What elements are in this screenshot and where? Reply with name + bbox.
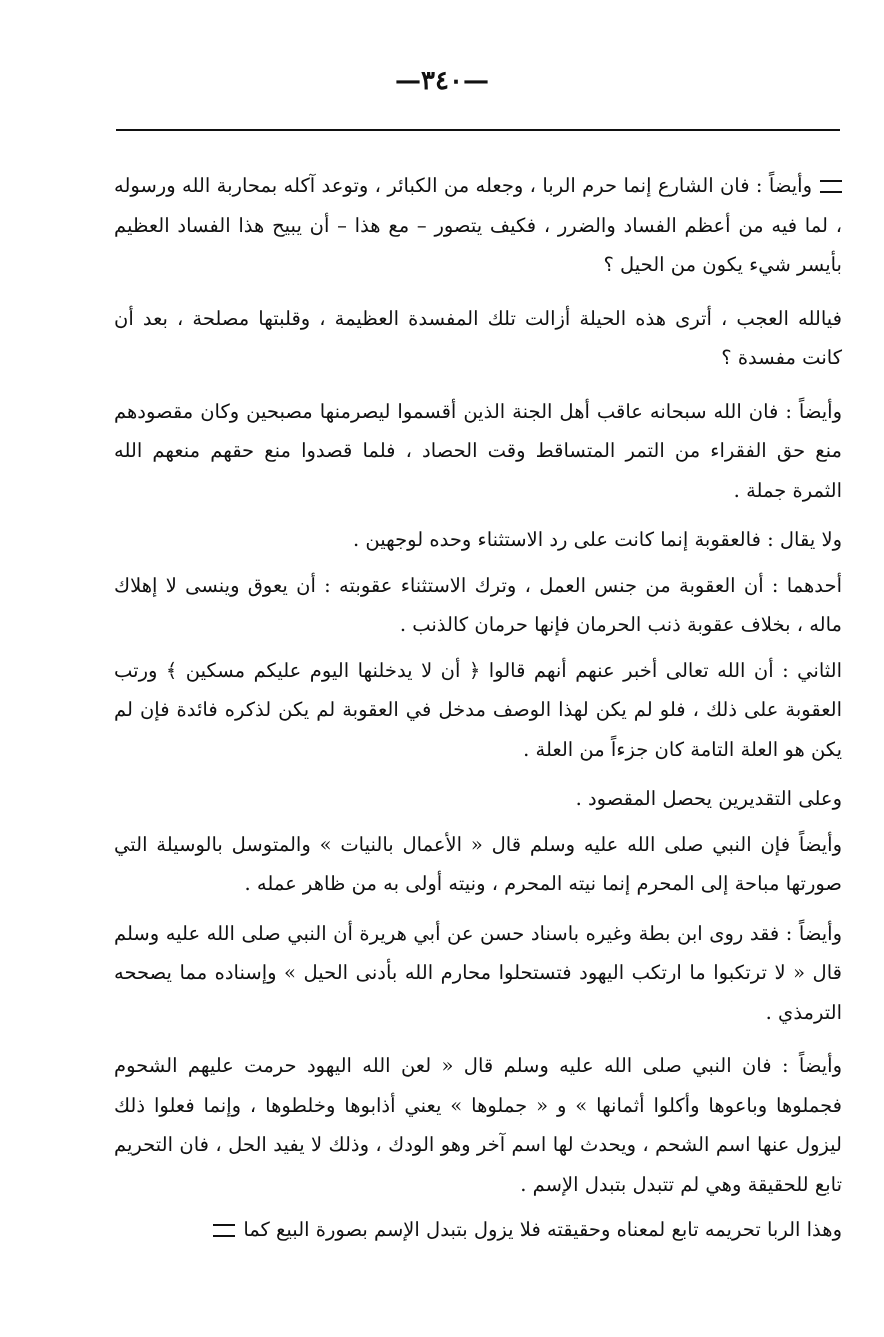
paragraph-2: فيالله العجب ، أترى هذه الحيلة أزالت تلك المفسدة العظيمة ، وقلبتها مصلحة ، بعد أن كانت مفسدة ؟ bbox=[114, 306, 842, 369]
paragraph-8: وأيضاً فإن النبي صلى الله عليه وسلم قال « الأعمال بالنيات » والمتوسل بالوسيلة التي صورتها مباحة إلى المحرم إنما نيته المحرم ، ونيته أولى به من ظاهر عمله . bbox=[114, 832, 842, 895]
paragraph-10: وأيضاً : فان النبي صلى الله عليه وسلم قال « لعن الله اليهود حرمت عليهم الشحوم فجملوها وباعوها وأكلوا أثمانها » و « جملوها » يعني أذابوها وخلطوها ، وإنما فعلوا ذلك ليزول عنها اسم الشحم ، ويحدث لها اسم آخر وهو الودك ، وذلك لا يفيد الحل ، فان التحريم تابع للحقيقة وهي لم تتبدل بتبدل الإسم . bbox=[114, 1054, 842, 1196]
continuation-mark-end bbox=[213, 1224, 235, 1237]
page-body bbox=[114, 166, 842, 1250]
paragraph-3: وأيضاً : فان الله سبحانه عاقب أهل الجنة الذين أقسموا ليصرمنها مصبحين وكان مقصودهم منع حق الفقراء من التمر المتساقط وقت الحصاد ، فلما قصدوا منع حقهم منعهم الله الثمرة جملة . bbox=[114, 399, 842, 502]
paragraph-5: أحدهما : أن العقوبة من جنس العمل ، وترك الاستثناء عقوبته : أن يعوق وينسى لا إهلاك ماله ، بخلاف عقوبة ذنب الحرمان فإنها حرمان كالذنب . bbox=[114, 573, 842, 636]
paragraph-11-text: وهذا الربا تحريمه تابع لمعناه وحقيقته فلا يزول بتبدل الإسم بصورة البيع كما bbox=[243, 1218, 842, 1241]
paragraph-6: الثاني : أن الله تعالى أخبر عنهم أنهم قالوا ﴿ أن لا يدخلنها اليوم عليكم مسكين ﴾ ورتب العقوبة على ذلك ، فلو لم يكن لهذا الوصف مدخل في العقوبة لم يكن لذكره فائدة فإن لم يكن هو العلة التامة كان جزءاً من العلة . bbox=[114, 658, 842, 761]
continuation-mark-start bbox=[820, 180, 842, 193]
paragraph-4: ولا يقال : فالعقوبة إنما كانت على رد الاستثناء وحده لوجهين . bbox=[353, 528, 842, 551]
paragraph-11 bbox=[114, 1210, 842, 1250]
paragraph-1 bbox=[114, 166, 842, 285]
page-number: —٣٤٠— bbox=[395, 66, 489, 96]
header-rule bbox=[116, 129, 840, 131]
paragraph-7: وعلى التقديرين يحصل المقصود . bbox=[575, 787, 842, 810]
paragraph-9: وأيضاً : فقد روى ابن بطة وغيره باسناد حسن عن أبي هريرة أن النبي صلى الله عليه وسلم قال « لا ترتكبوا ما ارتكب اليهود فتستحلوا محارم الله بأدنى الحيل » وإسناده مما يصححه الترمذي . bbox=[114, 921, 842, 1024]
paragraph-1-text: وأيضاً : فان الشارع إنما حرم الربا ، وجعله من الكبائر ، وتوعد آكله بمحاربة الله ورسوله ، لما فيه من أعظم الفساد والضرر ، فكيف يتصور – مع هذا – أن يبيح هذا الفساد العظيم بأيسر شيء يكون من الحيل ؟ bbox=[114, 174, 842, 276]
